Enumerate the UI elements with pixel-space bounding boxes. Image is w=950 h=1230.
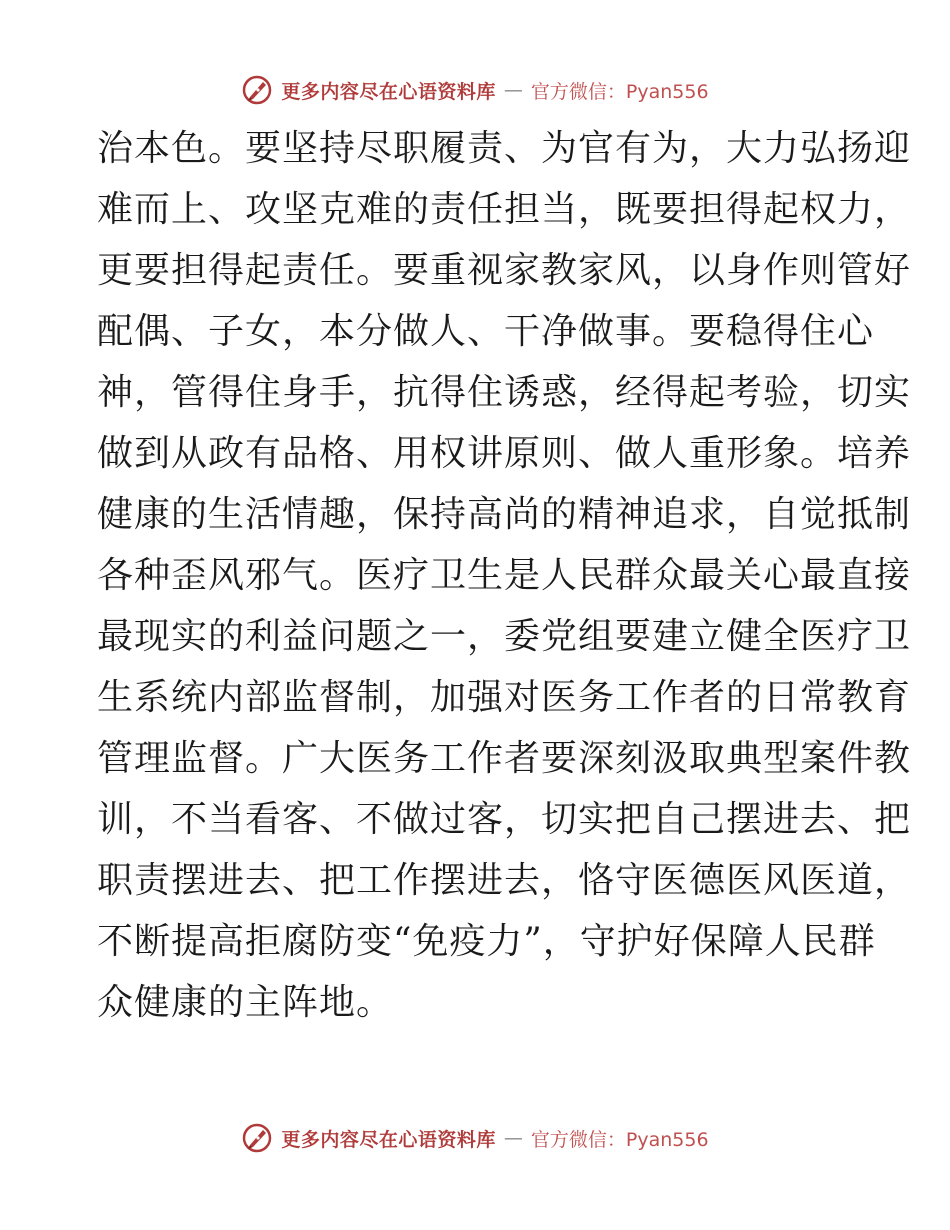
text-line: 各种歪风邪气。医疗卫生是人民群众最关心最直接 bbox=[97, 555, 912, 596]
text-line: 做到从政有品格、用权讲原则、做人重形象。培养 bbox=[97, 433, 912, 474]
text-line: 最现实的利益问题之一，委党组要建立健全医疗卫 bbox=[97, 616, 912, 657]
document-body bbox=[97, 123, 912, 1038]
header-contact-text: 官方微信：Pyan556 bbox=[530, 80, 709, 103]
footer-banner-inner bbox=[241, 1122, 708, 1154]
header-banner-inner bbox=[241, 74, 708, 106]
header-banner bbox=[0, 70, 950, 110]
header-separator: — bbox=[503, 79, 523, 101]
footer-contact-text: 官方微信：Pyan556 bbox=[530, 1128, 709, 1151]
pen-nib-logo-icon bbox=[241, 74, 273, 106]
text-line: 职责摆进去、把工作摆进去，恪守医德医风医道， bbox=[97, 860, 912, 901]
text-line: 难而上、攻坚克难的责任担当，既要担得起权力， bbox=[97, 189, 912, 230]
footer-separator: — bbox=[503, 1127, 523, 1149]
header-brand-text: 更多内容尽在心语资料库 bbox=[281, 80, 496, 103]
text-line: 配偶、子女，本分做人、干净做事。要稳得住心 bbox=[97, 311, 875, 352]
pen-nib-logo-icon bbox=[241, 1122, 273, 1154]
text-line: 众健康的主阵地。 bbox=[97, 982, 394, 1023]
footer-brand-text: 更多内容尽在心语资料库 bbox=[281, 1128, 496, 1151]
text-line: 不断提高拒腐防变“免疫力”，守护好保障人民群 bbox=[97, 921, 876, 962]
text-line: 管理监督。广大医务工作者要深刻汲取典型案件教 bbox=[97, 738, 912, 779]
text-line: 训，不当看客、不做过客，切实把自己摆进去、把 bbox=[97, 799, 912, 840]
text-line: 神，管得住身手，抗得住诱惑，经得起考验，切实 bbox=[97, 372, 912, 413]
text-line: 更要担得起责任。要重视家教家风，以身作则管好 bbox=[97, 250, 912, 291]
text-line: 生系统内部监督制，加强对医务工作者的日常教育 bbox=[97, 677, 912, 718]
text-line: 健康的生活情趣，保持高尚的精神追求，自觉抵制 bbox=[97, 494, 912, 535]
text-line: 治本色。要坚持尽职履责、为官有为，大力弘扬迎 bbox=[97, 128, 912, 169]
footer-banner bbox=[0, 1118, 950, 1158]
